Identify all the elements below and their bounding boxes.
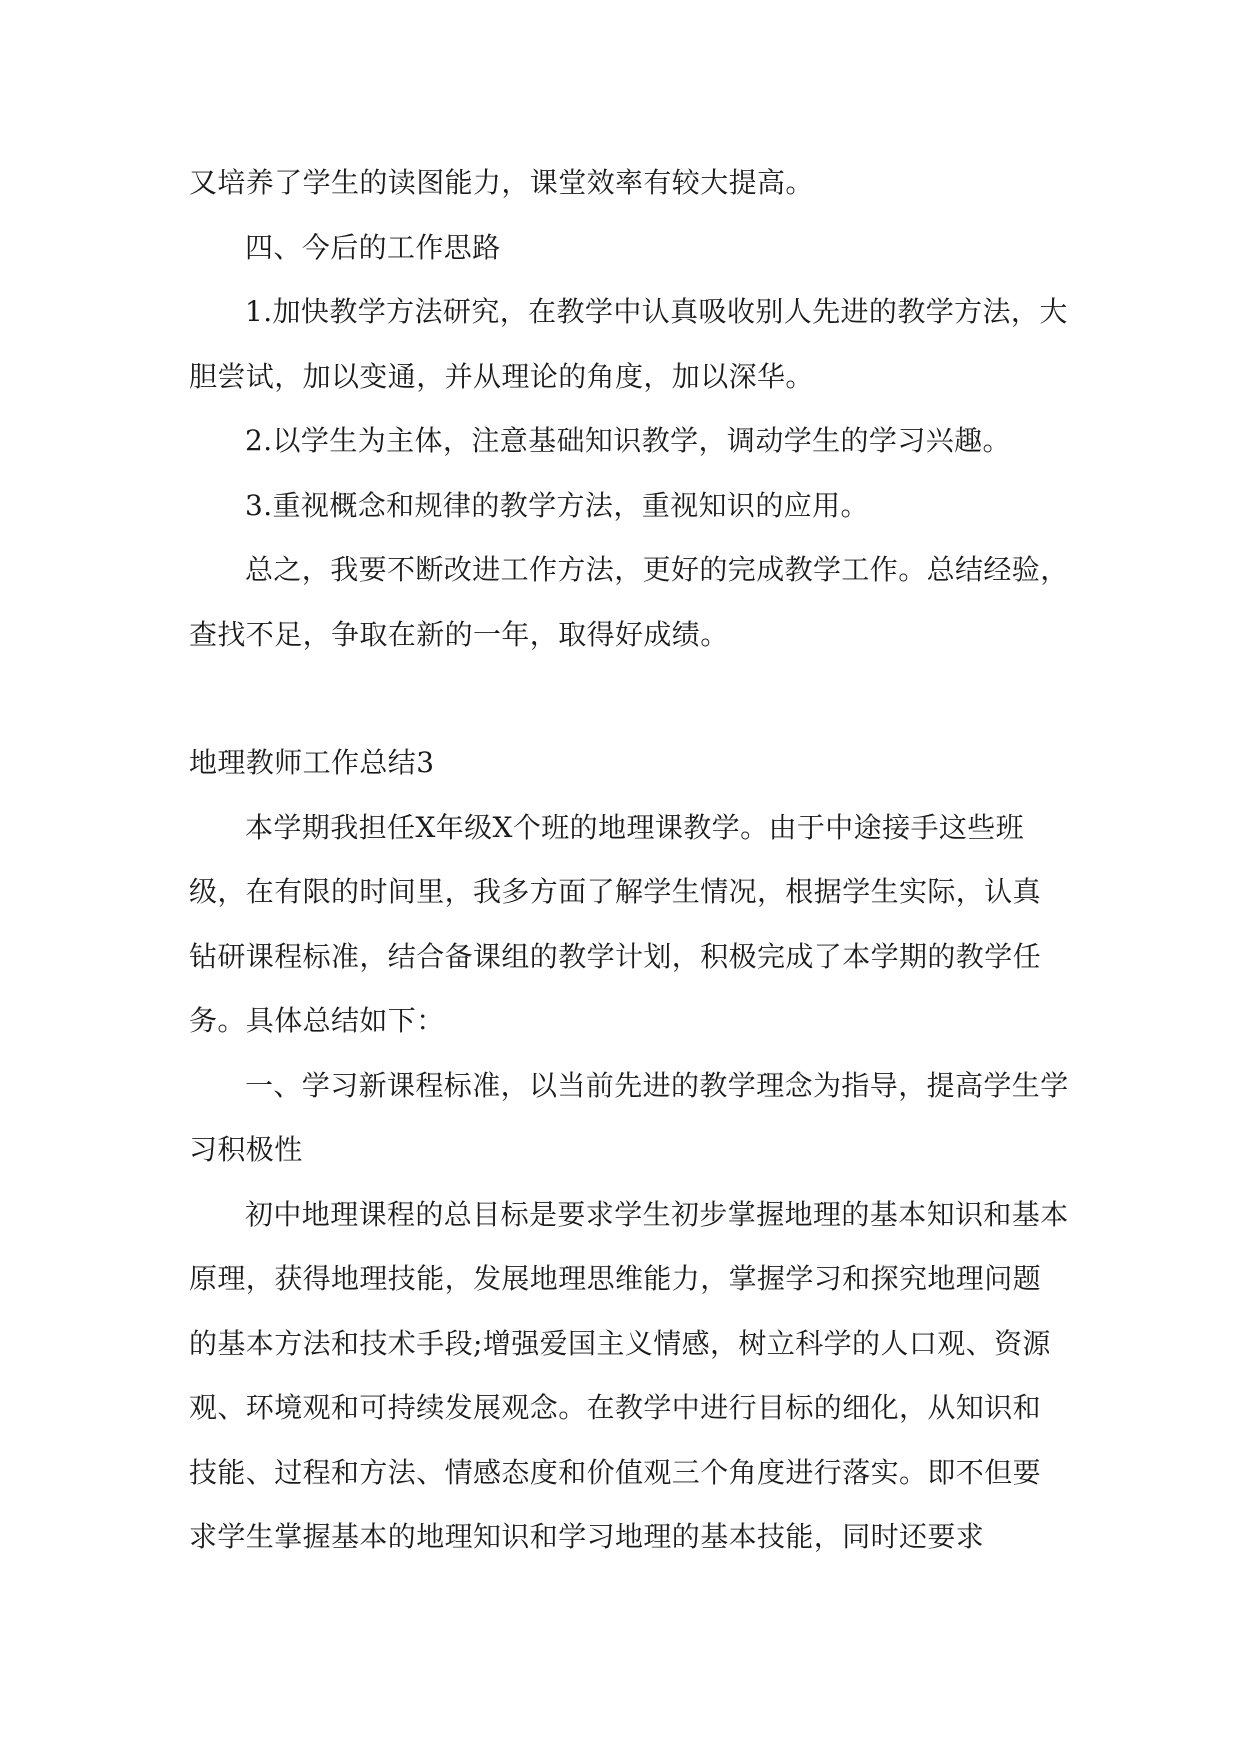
paragraph-continuation: 又培养了学生的读图能力，课堂效率有较大提高。 [189, 166, 814, 199]
section-heading-new-curriculum: 一、学习新课程标准，以当前先进的教学理念为指导，提高学生学习积极性 [189, 1068, 1069, 1166]
list-item-3: 3.重视概念和规律的教学方法，重视知识的应用。 [245, 488, 869, 522]
list-item-1: 1.加快教学方法研究，在教学中认真吸收别人先进的教学方法，大胆尝试，加以变通，并从理论的角度，加以深华。 [189, 295, 1068, 393]
document-title-summary-3: 地理教师工作总结3 [189, 746, 435, 779]
document-body [189, 151, 1069, 1570]
paragraph-conclusion: 总之，我要不断改进工作方法，更好的完成教学工作。总结经验，查找不足，争取在新的一年，取得好成绩。 [189, 553, 1069, 651]
list-item-2: 2.以学生为主体，注意基础知识教学，调动学生的学习兴趣。 [245, 424, 1011, 457]
paragraph-intro: 本学期我担任X年级X个班的地理课教学。由于中途接手这些班级，在有限的时间里，我多方面了解学生情况，根据学生实际，认真钻研课程标准，结合备课组的教学计划，积极完成了本学期的教学任务。具体总结如下： [189, 810, 1042, 1037]
section-heading-future-plan: 四、今后的工作思路 [245, 230, 501, 264]
paragraph-curriculum-goals: 初中地理课程的总目标是要求学生初步掌握地理的基本知识和基本原理，获得地理技能，发展地理思维能力，掌握学习和探究地理问题的基本方法和技术手段;增强爱国主义情感，树立科学的人口观、资源观、环境观和可持续发展观念。在教学中进行目标的细化，从知识和技能、过程和方法、情感态度和价值观三个角度进行落实。即不但要求学生掌握基本的地理知识和学习地理的基本技能，同时还要求 [189, 1197, 1069, 1553]
